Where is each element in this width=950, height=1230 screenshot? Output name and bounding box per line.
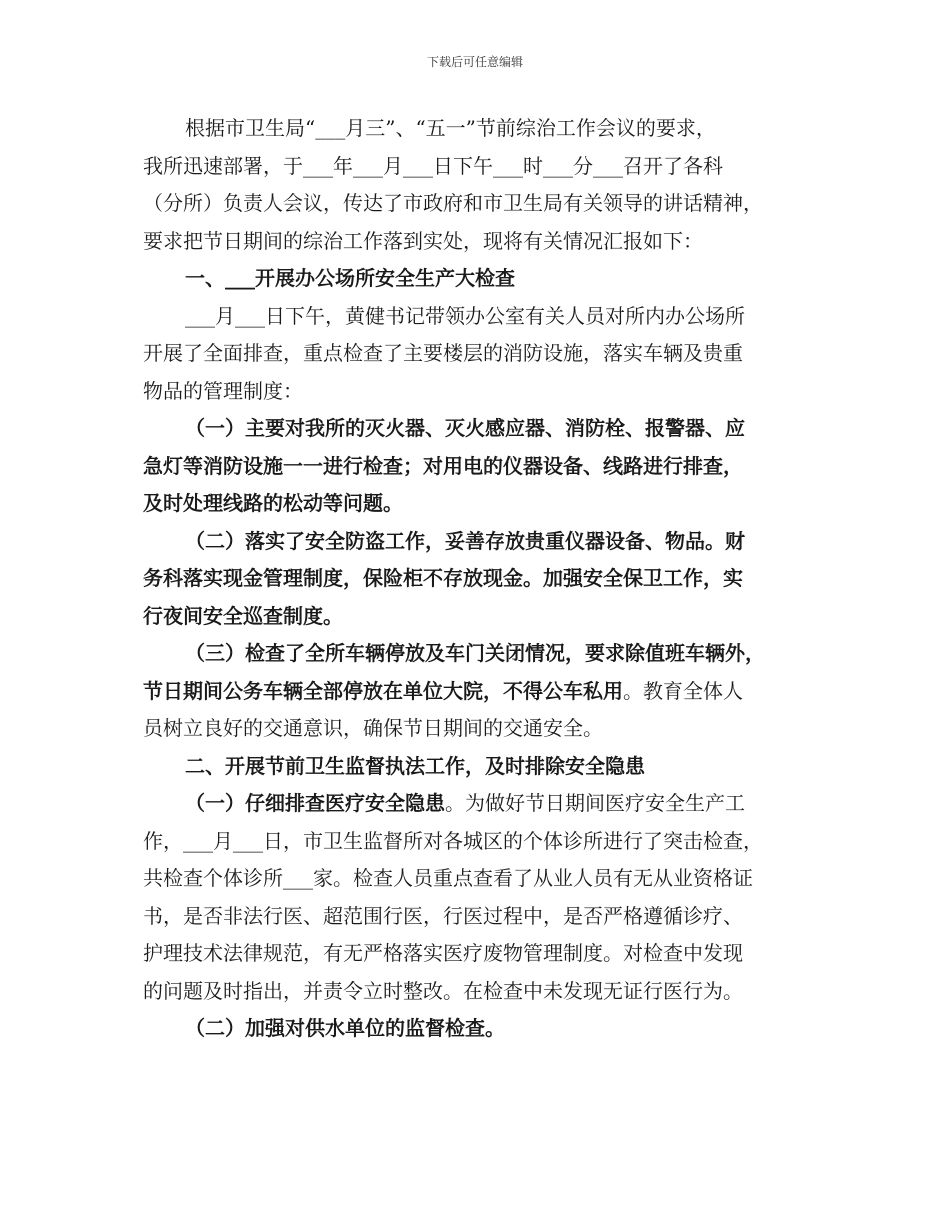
- paragraph-line: 员树立良好的交通意识，确保节日期间的交通安全。: [143, 716, 603, 740]
- bold-paragraph-line: 及时处理线路的松动等问题。: [143, 491, 403, 515]
- subsection-heading: （二）加强对供水单位的监督检查。: [185, 1016, 505, 1040]
- paragraph-line: （分所）负责人会议，传达了市政府和市卫生局有关领导的讲话精神，: [143, 191, 763, 215]
- bold-text: （一）仔细排查医疗安全隐患: [185, 791, 445, 815]
- bold-paragraph-line: （一）主要对我所的灭火器、灭火感应器、消防栓、报警器、应: [185, 416, 745, 440]
- paragraph-line: 书，是否非法行医、超范围行医，行医过程中，是否严格遵循诊疗、: [143, 903, 743, 928]
- document-body: [143, 110, 823, 1048]
- paragraph-line: 的问题及时指出，并责令立时整改。在检查中未发现无证行医行为。: [143, 978, 743, 1003]
- section-heading-1: 一、___开展办公场所安全生产大检查: [185, 266, 515, 290]
- paragraph-line: 根据市卫生局“___月三”、“五一”节前综治工作会议的要求，: [185, 116, 716, 140]
- paragraph-line: ___月___日下午，黄健书记带领办公室有关人员对所内办公场所: [185, 303, 745, 328]
- page-header: 下载后可任意编辑: [426, 55, 523, 69]
- paragraph-line: 物品的管理制度：: [143, 378, 303, 403]
- bold-paragraph-line: 行夜间安全巡查制度。: [143, 603, 343, 628]
- bold-paragraph-line: 急灯等消防设施一一进行检查；对用电的仪器设备、线路进行排查，: [143, 453, 743, 478]
- bold-paragraph-line: （三）检查了全所车辆停放及车门关闭情况，要求除值班车辆外，: [185, 641, 765, 665]
- paragraph-line: [143, 785, 823, 823]
- paragraph-line: 共检查个体诊所___家。检查人员重点查看了从业人员有无从业资格证: [143, 866, 753, 890]
- section-heading-2: 二、开展节前卫生监督执法工作，及时排除安全隐患: [185, 753, 645, 778]
- plain-text: 。教育全体人: [623, 678, 743, 703]
- bold-paragraph-line: 务科落实现金管理制度，保险柜不存放现金。加强安全保卫工作，实: [143, 566, 743, 590]
- paragraph-line: 要求把节日期间的综治工作落到实处，现将有关情况汇报如下：: [143, 228, 703, 253]
- bold-paragraph-line: （二）落实了安全防盗工作，妥善存放贵重仪器设备、物品。财: [185, 528, 745, 553]
- paragraph-line: 作，___月___日，市卫生监督所对各城区的个体诊所进行了突击检查，: [143, 828, 763, 853]
- paragraph-line: 开展了全面排查，重点检查了主要楼层的消防设施，落实车辆及贵重: [143, 341, 743, 365]
- paragraph-line: 护理技术法律规范，有无严格落实医疗废物管理制度。对检查中发现: [143, 941, 743, 965]
- plain-text: 。为做好节日期间医疗安全生产工: [445, 791, 745, 815]
- bold-text: 节日期间公务车辆全部停放在单位大院，不得公车私用: [143, 678, 623, 703]
- paragraph-line: 我所迅速部署，于___年___月___日下午___时___分___召开了各科: [143, 153, 723, 178]
- paragraph-line: [143, 673, 823, 711]
